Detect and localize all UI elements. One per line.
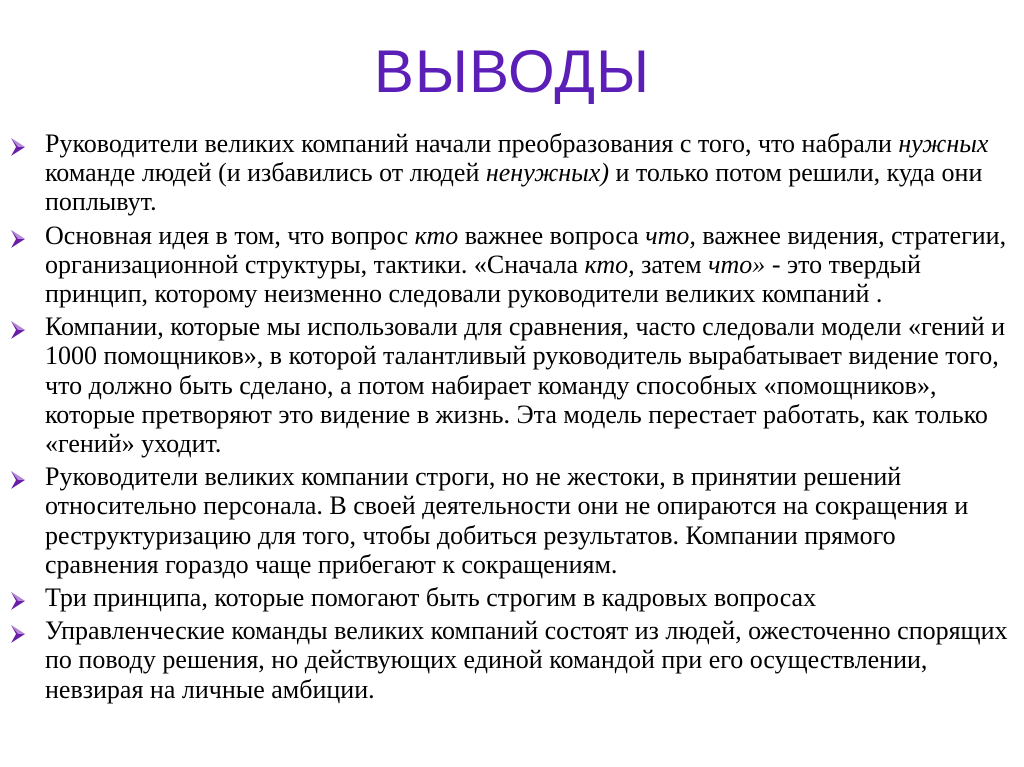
bullet-item-2 — [8, 221, 1013, 309]
arrow-bullet-icon-shape — [8, 221, 34, 250]
bullet-text — [45, 462, 968, 579]
arrow-bullet-icon — [8, 583, 34, 612]
bullet-text — [45, 129, 988, 216]
bullet-text-segment: затем — [634, 249, 709, 279]
bullet-text — [45, 616, 1008, 703]
bullet-text-italic: что, — [645, 220, 696, 250]
bullet-text-segment: и только потом решили, куда они поплывут. — [45, 158, 983, 217]
bullet-text-segment: - это твердый принцип, которому неизменно следовали руководители великих компаний . — [45, 249, 921, 309]
arrow-bullet-icon-shape — [8, 583, 34, 612]
bullet-item-4 — [8, 462, 1013, 579]
bullet-list — [8, 129, 1013, 708]
arrow-bullet-icon-shape — [8, 312, 34, 341]
bullet-text-segment: важнее видения, стратегии, организационной структуры, тактики. «Сначала — [45, 220, 1007, 279]
bullet-text — [45, 221, 1006, 308]
arrow-bullet-icon — [8, 312, 34, 341]
bullet-text-segment: Управленческие команды великих компаний состоят из людей, ожесточенно спорящих по поводу решения, но действующих единой командой при его осуществлении, невзирая на личные амбиции. — [45, 616, 1008, 704]
bullet-text — [45, 312, 1005, 458]
slide-title: ВЫВОДЫ — [373, 38, 651, 105]
bullet-text-segment: Руководители великих компании строги, но не жестоки, в принятии решений относительно персонала. В своей деятельности они не опираются на сокращения и реструктуризацию для того, чтобы добиться результатов. Компании прямого сравнения гораздо чаще прибегают к сокращениям. — [45, 462, 969, 579]
bullet-text-italic: нужных — [898, 129, 989, 158]
arrow-bullet-icon — [8, 129, 34, 158]
arrow-bullet-icon — [8, 221, 34, 250]
arrow-bullet-icon-shape — [8, 462, 34, 491]
bullet-item-5 — [8, 583, 1013, 612]
arrow-bullet-icon-shape — [8, 616, 34, 645]
bullet-text — [45, 583, 816, 612]
bullet-text-italic: кто, — [584, 249, 635, 279]
bullet-text-segment: Руководители великих компаний начали преобразования с того, что набрали — [45, 129, 899, 158]
bullet-text-segment: Компании, которые мы использовали для сравнения, часто следовали модели «гений и 1000 помощников», в которой талантливый руководитель вырабатывает видение того, что должно быть сделано, а потом набирает команду способных «помощников», которые претворяют это видение в жизнь. Эта модель перестает работать, как только «гений» уходит. — [45, 312, 1006, 459]
bullet-text-segment: Три принципа, которые помогают быть строгим в кадровых вопросах — [45, 583, 817, 613]
bullet-text-segment: команде людей (и избавились от людей — [45, 158, 486, 188]
arrow-bullet-icon — [8, 462, 34, 491]
arrow-bullet-icon-shape — [8, 129, 34, 158]
arrow-bullet-icon — [8, 616, 34, 645]
bullet-text-italic: ненужных) — [485, 158, 609, 188]
bullet-text-italic: кто — [414, 220, 459, 250]
bullet-text-segment: важнее вопроса — [458, 220, 646, 250]
bullet-text-italic: что» — [708, 249, 766, 279]
bullet-text-segment: Основная идея в том, что вопрос — [45, 220, 415, 250]
bullet-item-1 — [8, 129, 1013, 217]
bullet-item-3 — [8, 312, 1013, 458]
bullet-item-6 — [8, 616, 1013, 704]
